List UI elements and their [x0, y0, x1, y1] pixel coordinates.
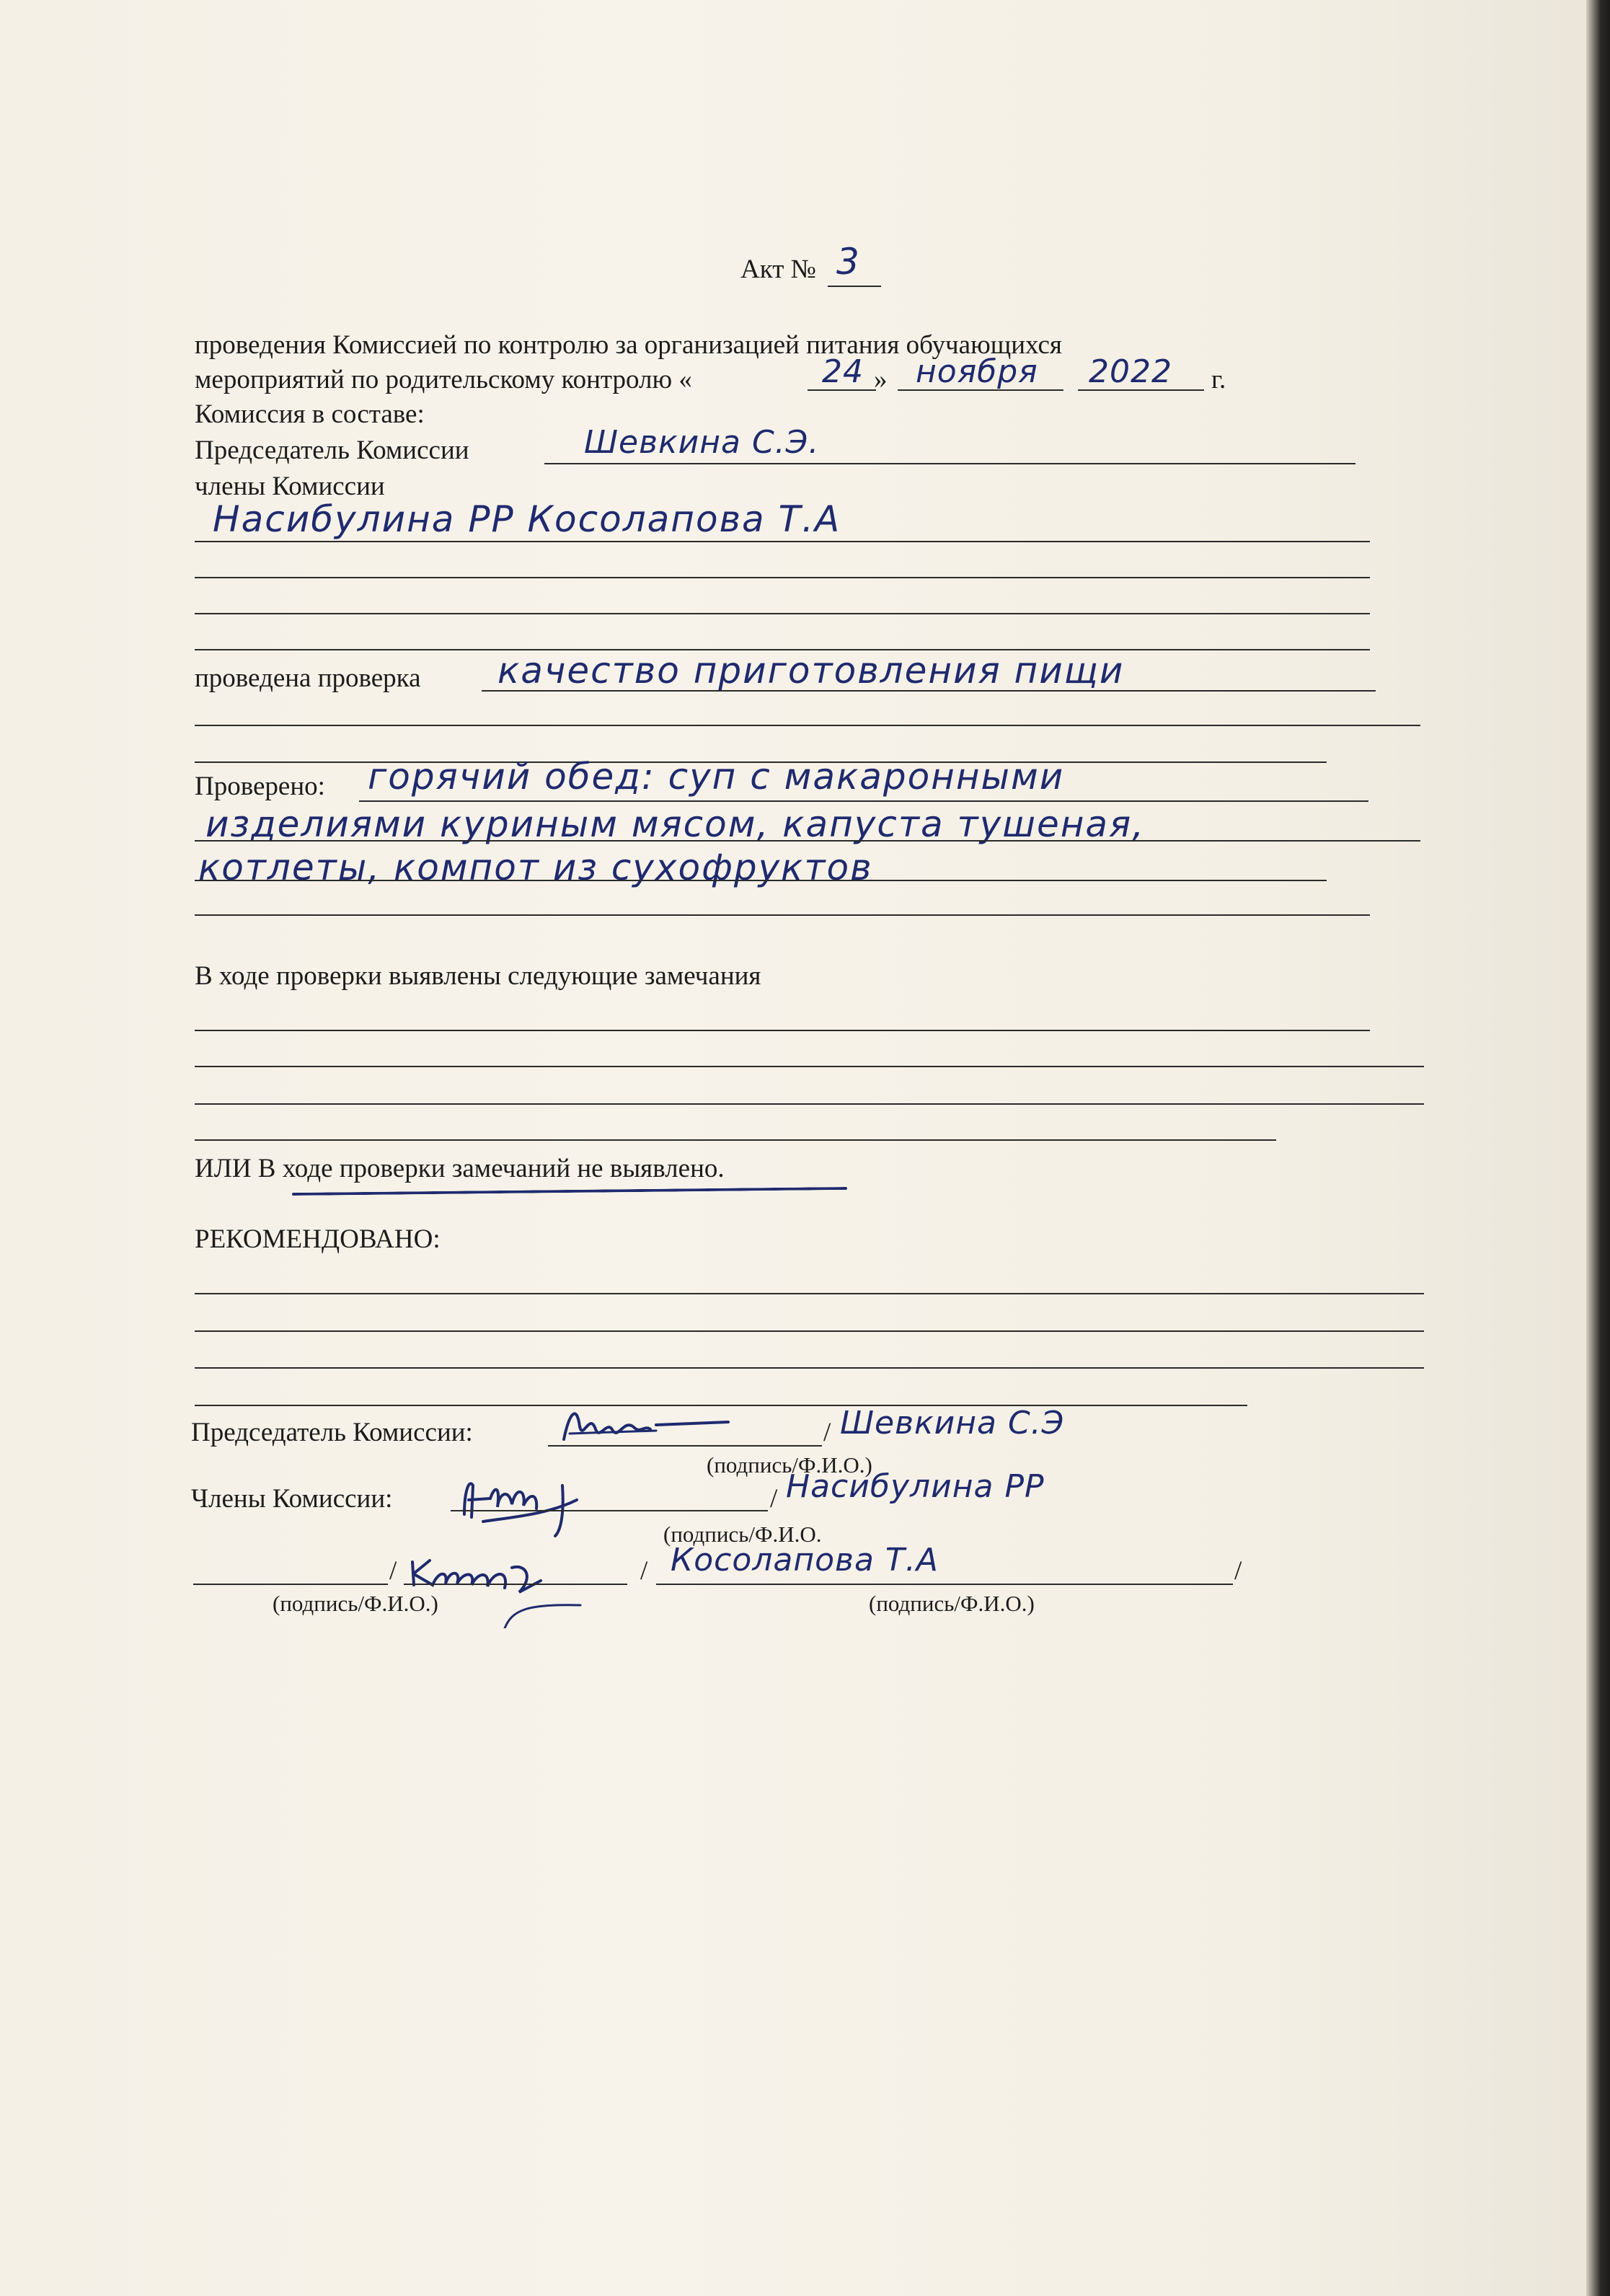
checked-rule-2	[195, 840, 1420, 842]
sign-members-label: Члены Комиссии:	[191, 1484, 393, 1514]
sign-member2-separator-c: /	[1234, 1556, 1242, 1586]
sign-member1-separator: /	[770, 1484, 778, 1514]
checked-line-1: горячий обед: суп с макаронными	[368, 756, 1065, 798]
member1-signature-image	[454, 1464, 598, 1543]
members-line-2	[195, 577, 1370, 578]
members-line-3	[195, 613, 1370, 614]
handwritten-underline	[292, 1187, 847, 1196]
remarks-alternative: ИЛИ В ходе проверки замечаний не выявлено.	[195, 1154, 725, 1183]
recommended-line-3	[195, 1367, 1424, 1369]
intro-line-1: проведения Комиссией по контролю за организацией питания обучающихся	[195, 330, 1062, 360]
checked-label: Проверено:	[195, 772, 325, 801]
inspection-label: проведена проверка	[195, 663, 421, 693]
date-year: 2022	[1089, 353, 1172, 390]
remarks-line-4	[195, 1139, 1276, 1141]
chair-signature-image	[555, 1398, 743, 1455]
act-number-line	[828, 286, 881, 287]
sign-chair-line	[548, 1445, 822, 1447]
members-names: Насибулина РР Косолапова Т.А	[213, 498, 841, 540]
sign-chair-caption: (подпись/Ф.И.О.)	[707, 1452, 872, 1478]
checked-line-3: котлеты, компот из сухофруктов	[198, 847, 873, 888]
sign-member2-name: Косолапова Т.А	[671, 1542, 939, 1578]
recommended-label: РЕКОМЕНДОВАНО:	[195, 1224, 441, 1254]
act-title-prefix: Акт №	[740, 255, 816, 284]
remarks-label: В ходе проверки выявлены следующие замечания	[195, 961, 761, 991]
date-quote-close: »	[874, 365, 888, 394]
sign-member2-separator-a: /	[389, 1556, 397, 1586]
date-month-line	[898, 389, 1063, 391]
sign-member1-name: Насибулина РР	[786, 1468, 1045, 1505]
composition-label: Комиссия в составе:	[195, 399, 425, 429]
checked-line-2: изделиями куриным мясом, капуста тушеная,	[205, 803, 1146, 845]
remarks-line-2	[195, 1066, 1424, 1067]
chair-line	[544, 463, 1355, 464]
sign-member2-caption-b: (подпись/Ф.И.О.)	[869, 1591, 1035, 1616]
date-day: 24	[822, 353, 864, 390]
chair-name: Шевкина С.Э.	[584, 424, 820, 461]
sign-member1-caption: (подпись/Ф.И.О.	[663, 1522, 822, 1547]
intro-line-2-prefix: мероприятий по родительскому контролю «	[195, 365, 692, 394]
inspection-value: качество приготовления пищи	[497, 650, 1125, 692]
sign-member2-line-c	[656, 1584, 1233, 1585]
checked-rule-1	[359, 800, 1368, 802]
act-number: 3	[836, 241, 861, 283]
sign-member2-caption-a: (подпись/Ф.И.О.)	[273, 1591, 438, 1616]
members-line-1	[195, 541, 1370, 542]
members-label: члены Комиссии	[195, 472, 385, 501]
sign-chair-label: Председатель Комиссии:	[191, 1418, 473, 1447]
checked-rule-4	[195, 914, 1370, 916]
chair-label: Председатель Комиссии	[195, 436, 469, 465]
remarks-line-1	[195, 1030, 1370, 1031]
date-year-suffix: г.	[1211, 365, 1226, 394]
date-year-line	[1078, 389, 1204, 391]
page-edge-shadow	[1586, 0, 1610, 2296]
date-month: ноября	[916, 353, 1038, 390]
remarks-line-3	[195, 1103, 1424, 1105]
sign-member2-line-a	[193, 1584, 388, 1585]
sign-chair-name: Шевкина С.Э	[840, 1405, 1065, 1441]
sign-member2-line-b	[404, 1584, 627, 1585]
date-day-line	[808, 389, 876, 391]
sign-member2-separator-b: /	[640, 1556, 648, 1586]
sign-member1-line	[451, 1510, 768, 1511]
recommended-line-1	[195, 1293, 1424, 1294]
inspection-line-2	[195, 725, 1420, 726]
sign-chair-separator: /	[823, 1418, 831, 1447]
checked-rule-3	[195, 880, 1327, 881]
recommended-line-2	[195, 1330, 1424, 1332]
inspection-line-1	[482, 690, 1376, 692]
